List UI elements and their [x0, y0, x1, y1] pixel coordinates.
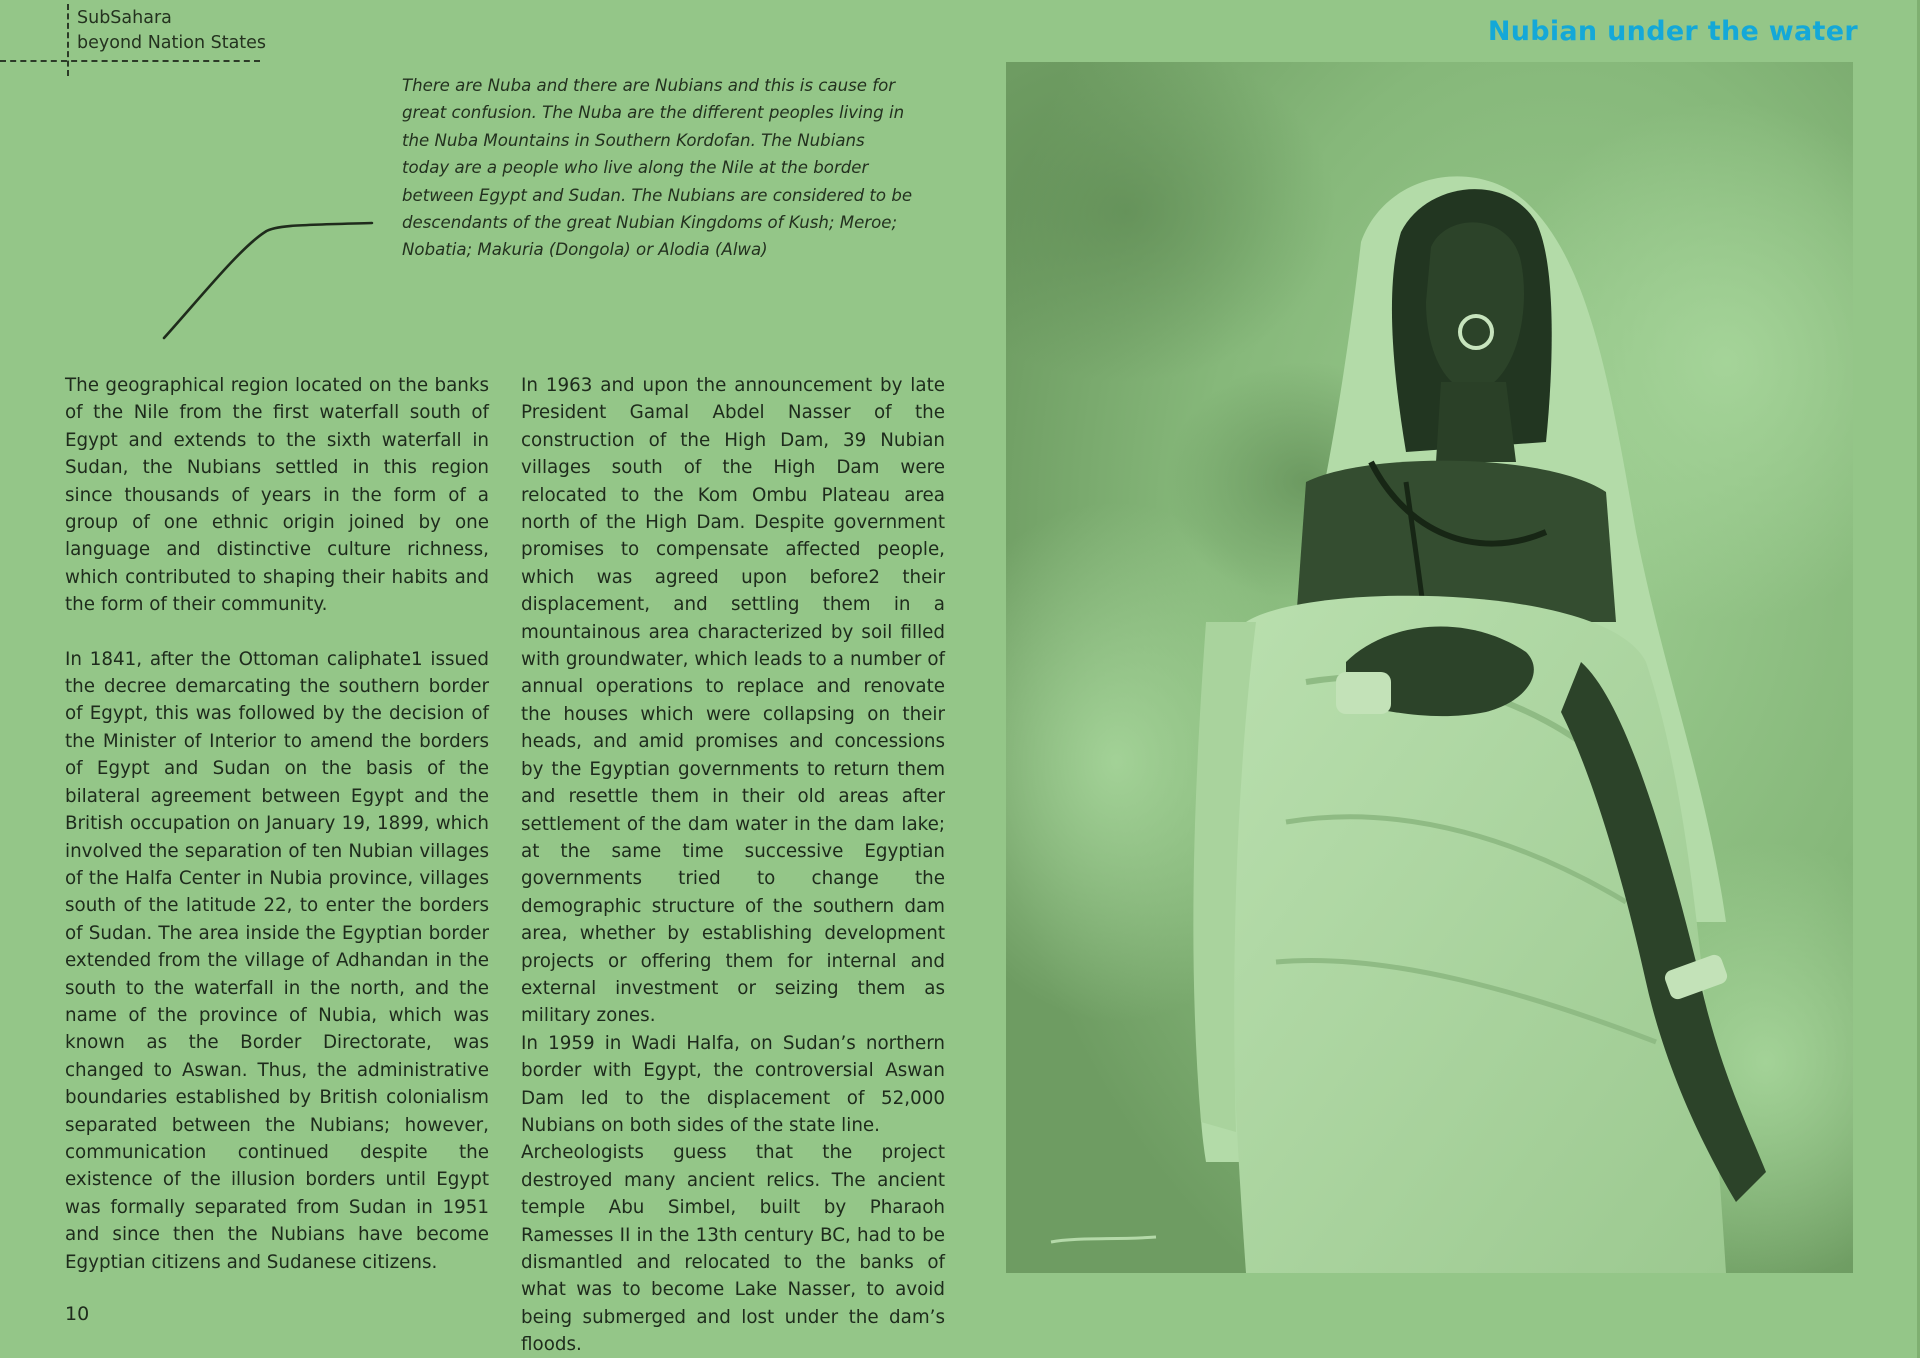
paragraph: In 1959 in Wadi Halfa, on Sudan’s northern border with Egypt, the controversial Aswan Dam led to the displacement of 52,000 Nubians on both sides of the state line. — [521, 1032, 945, 1136]
portrait-illustration — [1006, 62, 1853, 1273]
article-title: Nubian under the water — [1487, 16, 1858, 47]
brand-dashed-horizontal-line — [0, 60, 260, 62]
column-left — [65, 372, 489, 1276]
brand-line-2: beyond Nation States — [77, 33, 267, 53]
column-right — [521, 372, 945, 1358]
page-number: 10 — [65, 1303, 90, 1325]
paragraph: In 1963 and upon the announcement by late President Gamal Abdel Nasser of the construction of the High Dam, 39 Nubian villages south of the High Dam were relocated to the Kom Ombu Plateau area north of the High Dam. Despite government promises to compensate affected people, which was agreed upon before2 their displacement, and settling them in a mountainous area characterized by soil filled with groundwater, which leads to a number of annual operations to replace and renovate the houses which were collapsing on their heads, and amid promises and concessions by the Egyptian governments to return them and resettle them in their old areas after settlement of the dam water in the dam lake; at the same time successive Egyptian governments tried to change the demographic structure of the southern dam area, whether by establishing development projects or offering them for internal and external investment or seizing them as military zones. — [521, 375, 945, 1027]
portrait-photo — [1006, 62, 1853, 1273]
brand-dashed-vertical-line — [67, 4, 69, 76]
paragraph: The geographical region located on the banks of the Nile from the first waterfall south of Egypt and extends to the sixth waterfall in Sudan, the Nubians settled in this region since thousands of years in the form of a group of one ethnic origin joined by one language and distinctive culture richness, which contributed to shaping their habits and the form of their community. — [65, 375, 489, 616]
brand-line-1: SubSahara — [77, 8, 172, 28]
leader-line-graphic — [150, 210, 380, 340]
intro-quote: There are Nuba and there are Nubians and this is cause for great confusion. The Nuba are the different peoples living in the Nuba Mountains in Southern Kordofan. The Nubians today are a people who live along the Nile at the border between Egypt and Sudan. The Nubians are considered to be descendants of the great Nubian Kingdoms of Kush; Meroe; Nobatia; Makuria (Dongola) or Alodia (Alwa) — [402, 76, 913, 260]
paragraph: In 1841, after the Ottoman caliphate1 issued the decree demarcating the southern border of Egypt, this was followed by the decision of the Minister of Interior to amend the borders of Egypt and Sudan on the basis of the bilateral agreement between Egypt and the British occupation on January 19, 1899, which involved the separation of ten Nubian villages of the Halfa Center in Nubia province, villages south of the latitude 22, to enter the borders of Sudan. The area inside the Egyptian border extended from the village of Adhandan in the south to the waterfall in the north, and the name of the province of Nubia, which was known as the Border Directorate, was changed to Aswan. Thus, the administrative boundaries established by British colonialism separated between the Nubians; however, communication continued despite the existence of the illusion borders until Egypt was formally separated from Sudan in 1951 and since then the Nubians have become Egyptian citizens and Sudanese citizens. — [65, 648, 489, 1273]
paragraph: Archeologists guess that the project destroyed many ancient relics. The ancient temple Abu Simbel, built by Pharaoh Ramesses II in the 13th century BC, had to be dismantled and relocated to the banks of what was to become Lake Nasser, to avoid being submerged and lost under the dam’s floods. — [521, 1142, 945, 1356]
publication-brand — [77, 6, 266, 56]
